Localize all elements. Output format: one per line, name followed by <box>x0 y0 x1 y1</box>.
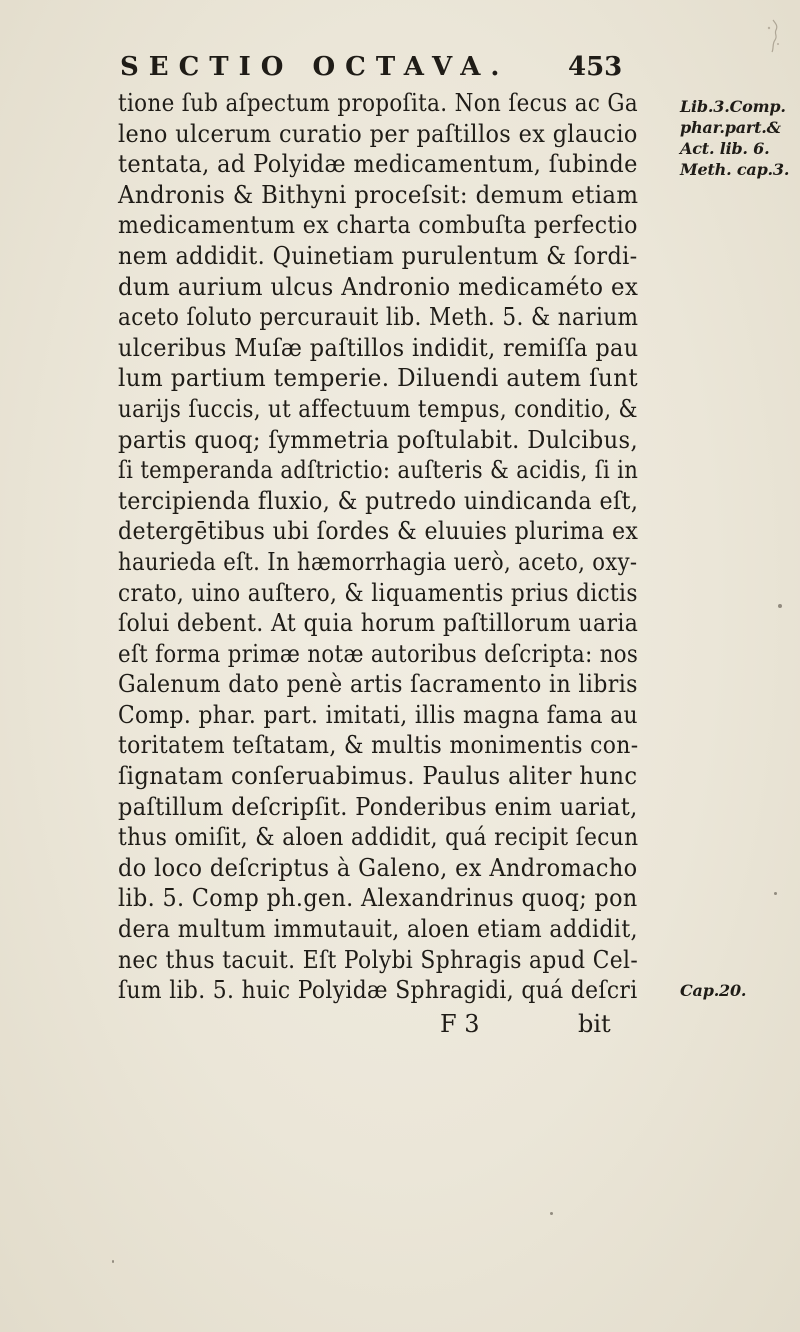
text-line: crato, uino auſtero, & liquamentis prius dictis <box>118 578 638 607</box>
text-line: leno ulcerum curatio per paſtillos ex glaucio <box>118 119 638 148</box>
text-line: dera multum immutauit, aloen etiam addidit, <box>118 915 638 944</box>
text-line: tione ſub aſpectum propoſita. Non ſecus ac Ga <box>118 89 638 117</box>
margin-note-line: phar.part.& <box>680 118 781 137</box>
text-line: ſignatam conſeruabimus. Paulus aliter hunc <box>118 762 638 791</box>
text-line: paſtillum deſcripſit. Ponderibus enim uariat, <box>118 792 638 821</box>
body-text <box>118 88 638 1006</box>
margin-note-line: Lib.3.Comp. <box>680 97 786 116</box>
ink-stain-decoration <box>760 18 786 54</box>
margin-note-line: Act. lib. 6. <box>680 139 770 158</box>
text-line: dum aurium ulcus Andronio medicaméto ex <box>118 272 639 301</box>
running-head: SECTIO OCTAVA. <box>120 52 510 82</box>
text-line: eſt forma primæ notæ autoribus deſcripta: nos <box>118 639 639 668</box>
margin-note-line: Meth. cap.3. <box>680 160 790 179</box>
text-line: tercipienda fluxio, & putredo uindicanda eſt, <box>118 486 639 515</box>
text-line: ſolui debent. At quia horum paſtillorum uaria <box>118 609 639 638</box>
text-line: nec thus tacuit. Eſt Polybi Sphragis apud Cel- <box>118 945 639 974</box>
paper-speck <box>778 604 782 608</box>
text-line: lib. 5. Comp ph.gen. Alexandrinus quoq; pon <box>118 884 638 913</box>
text-line: lum partium temperie. Diluendi autem ſunt <box>118 364 639 393</box>
text-line: uarijs ſuccis, ut affectuum tempus, conditio, & <box>118 394 638 423</box>
text-line: Galenum dato penè artis ſacramento in libris <box>118 670 638 699</box>
margin-notes <box>680 96 792 1000</box>
text-line: detergētibus ubi ſordes & eluuies plurima ex <box>118 517 639 546</box>
text-line: thus omiſit, & aloen addidit, quá recipit ſecun <box>118 823 639 852</box>
catchword: bit <box>578 1010 611 1038</box>
page-header <box>120 52 623 90</box>
margin-note-chapter: Cap.20. <box>680 981 747 1000</box>
text-line: do loco deſcriptus à Galeno, ex Andromacho <box>118 853 638 882</box>
text-line: toritatem teſtatam, & multis monimentis con- <box>118 731 639 760</box>
paper-speck <box>774 892 777 895</box>
text-line: ſi temperanda adſtrictio: auſteris & acidis, ſi in <box>118 456 639 485</box>
page-footer <box>440 1010 700 1044</box>
text-line: Andronis & Bithyni proceſsit: demum etiam <box>118 180 639 209</box>
text-line: tentata, ad Polyidæ medicamentum, ſubinde <box>118 150 638 179</box>
text-line: ſum lib. 5. huic Polyidæ Sphragidi, quá deſcri <box>118 976 638 1005</box>
text-line: ulceribus Muſæ paſtillos indidit, remiſſa pau <box>118 333 639 362</box>
text-line: medicamentum ex charta combuſta perfectio <box>118 211 638 240</box>
paper-speck <box>550 1212 553 1215</box>
text-line: nem addidit. Quinetiam purulentum & ſordi- <box>118 241 638 270</box>
text-line: Comp. phar. part. imitati, illis magna fama au <box>118 700 638 729</box>
text-line: aceto ſoluto percurauit lib. Meth. 5. & narium <box>118 303 639 332</box>
signature-mark: F 3 <box>440 1010 480 1038</box>
paper-speck <box>112 1260 114 1263</box>
text-line: haurieda eſt. In hæmorrhagia uerò, aceto, oxy- <box>118 547 638 576</box>
page-number: 453 <box>568 52 623 82</box>
text-line: partis quoq; ſymmetria poſtulabit. Dulcibus, <box>118 425 639 454</box>
